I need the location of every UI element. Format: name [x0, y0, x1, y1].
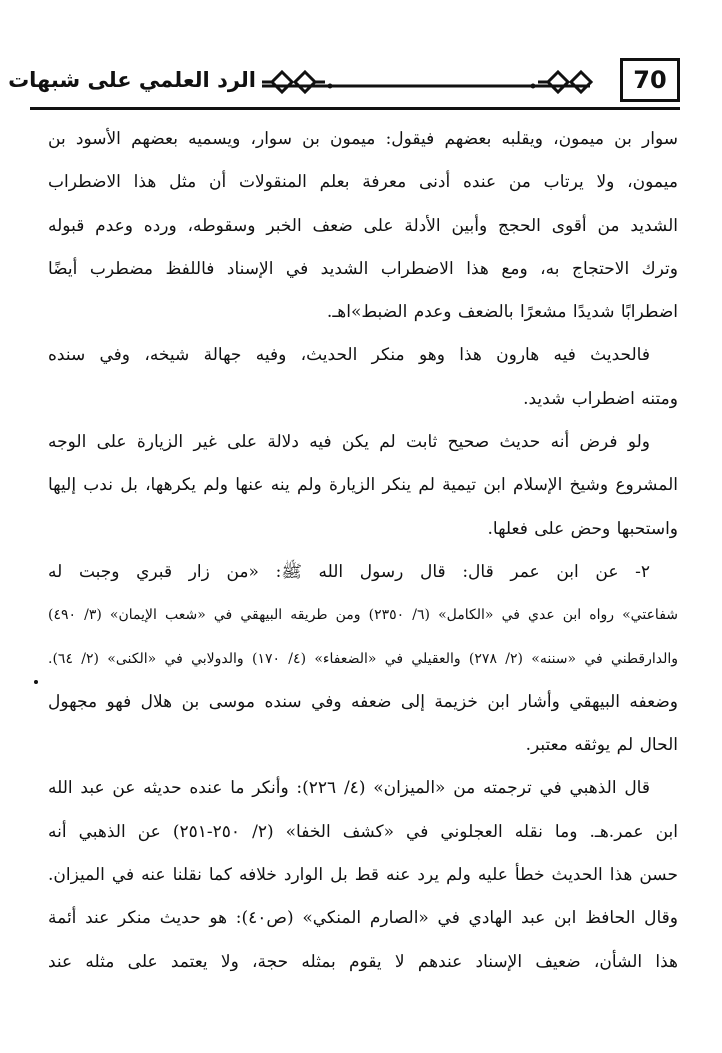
text-line: وقال الحافظ ابن عبد الهادي في «الصارم المنكي» (ص٤٠): هو حديث منكر عند أئمة [48, 908, 678, 929]
text-line: ولو فرض أنه حديث صحيح ثابت لم يكن فيه دلالة على غير الزيارة على الوجه [48, 432, 650, 453]
text-line: حسن هذا الحديث خطأ عليه ولم يرد عنه قط بل الوارد خلافه كما نقلنا عنه في الميزان. [48, 865, 678, 886]
text-line: ومتنه اضطراب شديد. [523, 388, 678, 409]
text-line: ابن عمر.هـ. وما نقله العجلوني في «كشف الخفا» (٢/ ٢٥٠-٢٥١) عن الذهبي أنه [48, 821, 678, 842]
text-line: ميمون، ولا يرتاب من عنده أدنى معرفة بعلم المنقولات أن مثل هذا الاضطراب [48, 172, 678, 193]
text-line: فالحديث فيه هارون هذا وهو منكر الحديث، وفيه جهالة شيخه، وفي سنده [48, 345, 650, 366]
text-line: سوار بن ميمون، ويقلبه بعضهم فيقول: ميمون بن سوار، ويسميه بعضهم الأسود بن [48, 129, 678, 149]
text-line: اضطرابًا شديدًا مشعرًا بالضعف وعدم الضبط»اهـ. [326, 302, 678, 323]
text-line: هذا الشأن، ضعيف الإسناد عندهم لا يقوم بمثله حجة، ولا يعتمد على مثله عند [48, 951, 678, 972]
text-line: وترك الاحتجاج به، ومع هذا الاضطراب الشديد في الإسناد فاللفظ مضطرب أيضًا [48, 258, 678, 279]
text-line: وضعفه البيهقي وأشار ابن خزيمة إلى ضعفه وفي سنده موسى بن هلال فهو مجهول [48, 691, 678, 712]
text-line: الحال لم يوثقه معتبر. [525, 735, 678, 756]
text-line: والدارقطني في «سننه» (٢/ ٢٧٨) والعقيلي في «الضعفاء» (٤/ ١٧٠) والدولابي في «الكنى» (٢/ ٦٤). [48, 650, 678, 667]
running-header [8, 58, 680, 118]
text-line: ٢- عن ابن عمر قال: قال رسول الله ﷺ: «من زار قبري وجبت له [48, 561, 650, 582]
header-rule [30, 107, 680, 110]
text-line: المشروع وشيخ الإسلام ابن تيمية لم ينكر الزيارة ولم ينه عنها ولم يكرهها، بل ندب إليها [48, 475, 678, 496]
text-line: شفاعتي» رواه ابن عدي في «الكامل» (٦/ ٢٣٥٠) ومن طريقه البيهقي في «شعب الإيمان» (٣/ ٤٩٠) [48, 607, 678, 624]
page-number: 70 [620, 58, 680, 102]
text-line: واستحبها وحض على فعلها. [487, 518, 678, 539]
margin-dot [34, 680, 38, 684]
page-body [48, 118, 678, 984]
text-line: الشديد من أقوى الحجج وأبين الأدلة على ضعف الخبر وسقوطه، ورده وعدم قبوله [48, 215, 678, 236]
text-line: قال الذهبي في ترجمته من «الميزان» (٤/ ٢٢٦): وأنكر ما عنده حديثه عن عبد الله [48, 778, 650, 799]
book-title: الرد العلمي على شبهات [30, 60, 262, 100]
